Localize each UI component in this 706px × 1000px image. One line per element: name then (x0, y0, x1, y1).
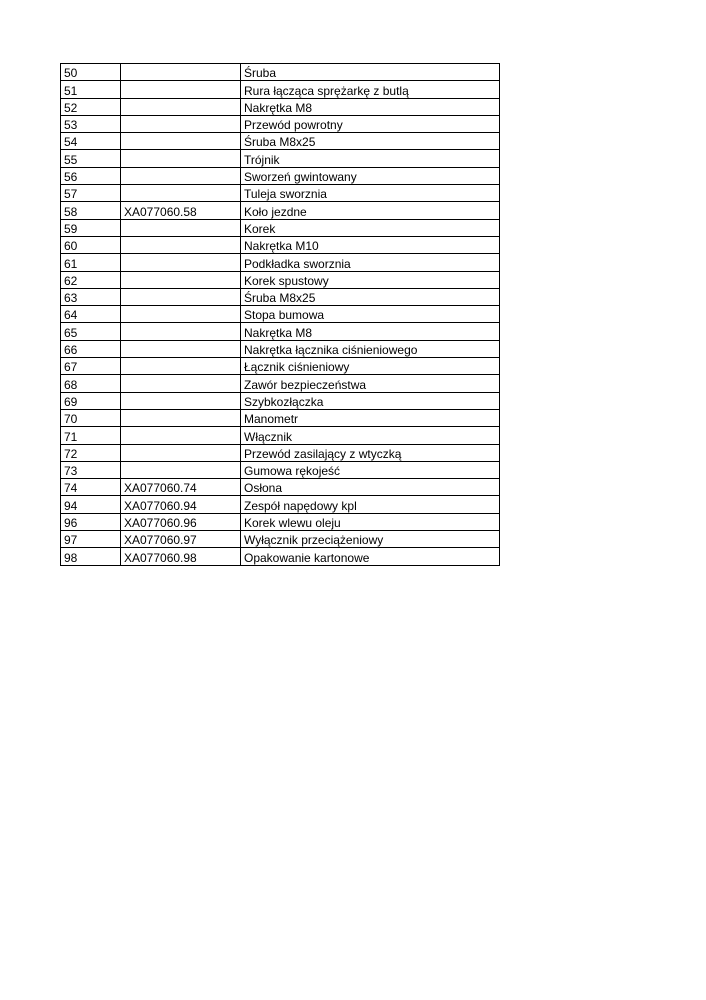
table-row (61, 219, 500, 236)
table-row (61, 392, 500, 409)
part-name-cell: Tuleja sworznia (241, 185, 500, 202)
part-number-cell: 53 (61, 115, 121, 132)
part-number-cell: 68 (61, 375, 121, 392)
part-code-cell: XA077060.98 (121, 548, 241, 565)
part-code-cell (121, 288, 241, 305)
part-code-cell: XA077060.74 (121, 479, 241, 496)
table-row (61, 288, 500, 305)
part-code-cell (121, 167, 241, 184)
part-number-cell: 74 (61, 479, 121, 496)
part-number-cell: 57 (61, 185, 121, 202)
parts-table (60, 63, 500, 566)
part-number-cell: 72 (61, 444, 121, 461)
part-number-cell: 97 (61, 531, 121, 548)
table-row (61, 306, 500, 323)
part-name-cell: Opakowanie kartonowe (241, 548, 500, 565)
part-code-cell (121, 358, 241, 375)
part-name-cell: Nakrętka M8 (241, 98, 500, 115)
part-name-cell: Wyłącznik przeciążeniowy (241, 531, 500, 548)
part-code-cell: XA077060.97 (121, 531, 241, 548)
part-code-cell (121, 185, 241, 202)
part-name-cell: Trójnik (241, 150, 500, 167)
part-code-cell: XA077060.58 (121, 202, 241, 219)
part-number-cell: 58 (61, 202, 121, 219)
part-name-cell: Zawór bezpieczeństwa (241, 375, 500, 392)
part-name-cell: Włącznik (241, 427, 500, 444)
part-name-cell: Osłona (241, 479, 500, 496)
table-row (61, 358, 500, 375)
part-number-cell: 59 (61, 219, 121, 236)
part-number-cell: 73 (61, 461, 121, 478)
part-code-cell: XA077060.94 (121, 496, 241, 513)
part-name-cell: Podkładka sworznia (241, 254, 500, 271)
table-row (61, 115, 500, 132)
part-code-cell (121, 461, 241, 478)
part-name-cell: Śruba M8x25 (241, 133, 500, 150)
table-row (61, 323, 500, 340)
table-row (61, 531, 500, 548)
part-code-cell (121, 81, 241, 98)
table-row (61, 513, 500, 530)
part-code-cell (121, 409, 241, 426)
table-row (61, 479, 500, 496)
part-number-cell: 60 (61, 236, 121, 253)
table-row (61, 81, 500, 98)
part-name-cell: Sworzeń gwintowany (241, 167, 500, 184)
part-name-cell: Śruba (241, 64, 500, 81)
part-name-cell: Stopa bumowa (241, 306, 500, 323)
part-name-cell: Koło jezdne (241, 202, 500, 219)
table-row (61, 375, 500, 392)
table-row (61, 254, 500, 271)
part-code-cell (121, 98, 241, 115)
part-code-cell (121, 427, 241, 444)
part-name-cell: Zespół napędowy kpl (241, 496, 500, 513)
part-name-cell: Korek spustowy (241, 271, 500, 288)
part-number-cell: 54 (61, 133, 121, 150)
part-number-cell: 66 (61, 340, 121, 357)
part-code-cell (121, 236, 241, 253)
part-code-cell (121, 150, 241, 167)
part-number-cell: 50 (61, 64, 121, 81)
part-name-cell: Rura łącząca sprężarkę z butlą (241, 81, 500, 98)
part-number-cell: 63 (61, 288, 121, 305)
part-name-cell: Szybkozłączka (241, 392, 500, 409)
part-number-cell: 70 (61, 409, 121, 426)
part-code-cell (121, 340, 241, 357)
part-number-cell: 65 (61, 323, 121, 340)
part-number-cell: 94 (61, 496, 121, 513)
part-code-cell (121, 115, 241, 132)
part-name-cell: Przewód powrotny (241, 115, 500, 132)
table-row (61, 548, 500, 565)
part-name-cell: Nakrętka M8 (241, 323, 500, 340)
part-number-cell: 71 (61, 427, 121, 444)
part-code-cell (121, 306, 241, 323)
part-number-cell: 52 (61, 98, 121, 115)
part-code-cell (121, 219, 241, 236)
part-code-cell: XA077060.96 (121, 513, 241, 530)
table-row (61, 202, 500, 219)
table-row (61, 167, 500, 184)
part-number-cell: 64 (61, 306, 121, 323)
table-row (61, 236, 500, 253)
part-number-cell: 69 (61, 392, 121, 409)
table-row (61, 496, 500, 513)
part-code-cell (121, 271, 241, 288)
part-code-cell (121, 254, 241, 271)
table-row (61, 150, 500, 167)
part-number-cell: 62 (61, 271, 121, 288)
part-number-cell: 96 (61, 513, 121, 530)
table-row (61, 427, 500, 444)
part-code-cell (121, 392, 241, 409)
table-row (61, 409, 500, 426)
part-code-cell (121, 133, 241, 150)
part-name-cell: Nakrętka M10 (241, 236, 500, 253)
part-code-cell (121, 444, 241, 461)
part-name-cell: Śruba M8x25 (241, 288, 500, 305)
parts-table-body (61, 64, 500, 566)
table-row (61, 461, 500, 478)
table-row (61, 340, 500, 357)
table-row (61, 271, 500, 288)
part-number-cell: 61 (61, 254, 121, 271)
part-name-cell: Nakrętka łącznika ciśnieniowego (241, 340, 500, 357)
table-row (61, 133, 500, 150)
part-number-cell: 51 (61, 81, 121, 98)
part-name-cell: Korek wlewu oleju (241, 513, 500, 530)
table-row (61, 444, 500, 461)
part-name-cell: Manometr (241, 409, 500, 426)
part-name-cell: Przewód zasilający z wtyczką (241, 444, 500, 461)
part-number-cell: 55 (61, 150, 121, 167)
part-number-cell: 67 (61, 358, 121, 375)
table-row (61, 64, 500, 81)
part-number-cell: 56 (61, 167, 121, 184)
part-code-cell (121, 375, 241, 392)
part-code-cell (121, 64, 241, 81)
part-name-cell: Korek (241, 219, 500, 236)
part-code-cell (121, 323, 241, 340)
part-name-cell: Łącznik ciśnieniowy (241, 358, 500, 375)
part-name-cell: Gumowa rękojeść (241, 461, 500, 478)
table-row (61, 185, 500, 202)
part-number-cell: 98 (61, 548, 121, 565)
table-row (61, 98, 500, 115)
